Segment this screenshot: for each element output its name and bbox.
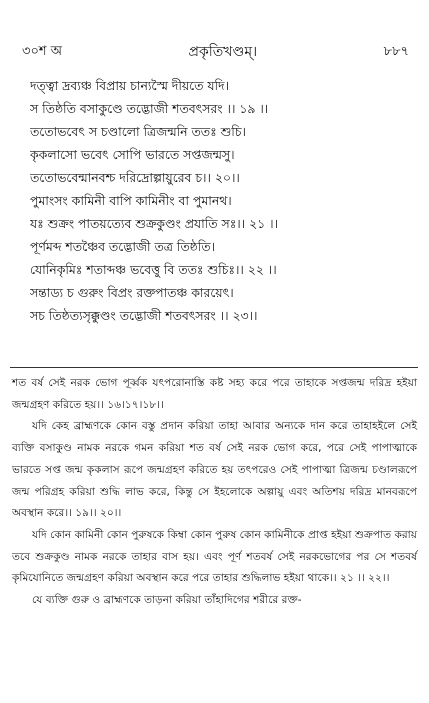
sanskrit-verses — [30, 74, 410, 327]
verse-line: যঃ শুক্রং পাতয়ত্যেব শুক্রকুণ্ডং প্রযাতি সঃ।। ২১ ।। — [30, 216, 279, 231]
verse-line: পুমাংসং কামিনী বাপি কামিনীং বা পুমানথ। — [30, 193, 232, 208]
verse-line: পূর্ণমব্দ শতঞ্চৈব তদ্ভোজী তত্র তিষ্ঠতি। — [30, 239, 216, 254]
verse-line: যোনিকৃমিঃ শতাব্দঞ্চ ভবেত্তু বি ততঃ শুচিঃ।। ২২ ।। — [30, 262, 277, 277]
verse-line: ততোভবেৎ স চণ্ডালো ত্রিজন্মনি ততঃ শুচি। — [30, 124, 246, 139]
running-title: প্রকৃতিখণ্ডম্। — [188, 44, 258, 60]
page-header — [22, 40, 409, 64]
verse-line: স তিষ্ঠতি বসাকুণ্ডে তদ্ভোজী শতবৎসরং ।। ১৯ ।। — [30, 101, 269, 116]
commentary-paragraph: যে ব্যক্তি গুরু ও ব্রাহ্মণকে তাড়না করিয়া তাঁহাদিগের শরীরে রক্ত- — [32, 594, 302, 607]
verse-line: সন্তাড্য চ গুরুং বিপ্রং রক্তপাতঞ্চ কারয়েৎ। — [30, 285, 234, 300]
verse-line: কৃকলাসো ভবেৎ সোপি ভারতে সপ্তজন্মসু। — [30, 147, 235, 162]
verse-line: সচ তিষ্ঠত্যসৃক্কুণ্ডং তদ্ভোজী শতবৎসরং ।। ২৩।। — [30, 308, 258, 323]
verse-line: দত্ত্বা দ্রব্যঞ্চ বিপ্রায় চান্যস্মৈ দীয়তে যদি। — [30, 78, 229, 93]
chapter-label: ৩০শ অ — [22, 43, 62, 59]
bengali-commentary — [12, 373, 417, 612]
page-number: ৮৮৭ — [383, 43, 409, 59]
commentary-paragraph: শত বর্ষ সেই নরক ভোগ পূর্ব্বক যৎপরোনাস্তি কষ্ট সহ্য করে পরে তাহাকে সপ্তজন্ম দরিদ্র হইয়া জন্মগ্রহণ করিতে হয়।। ১৬।১৭।১৮।। — [12, 377, 417, 411]
commentary-paragraph: যদি কেহ ব্রাহ্মণকে কোন বস্তু প্রদান করিয়া তাহা আবার অন্যকে দান করে তাহাহইলে সেই ব্যক্তি বসাকুণ্ড নামক নরকে গমন করিয়া শত বর্ষ সেই নরক ভোগ করে, পরে সেই পাপাত্মাকে ভারতে সপ্ত জন্ম কৃকলাস রূপে জন্মগ্রহণ করিতে হয় তৎপরেও সেই পাপাত্মা ত্রিজন্ম চণ্ডালরূপে জন্ম পরিগ্রহ করিয়া শুদ্ধি লাভ করে, কিন্তু সে ইহলোকে অল্পায়ু এবং অতিশয় দরিদ্র মানবরূপে অবস্থান করে।। ১৯।। ২০।। — [12, 420, 417, 520]
section-divider — [10, 367, 418, 368]
commentary-paragraph: যদি কোন কামিনী কোন পুরুষকে কিম্বা কোন পুরুষ কোন কামিনীকে প্রাপ্ত হইয়া শুক্রপাত করায় তবে শুক্রকুণ্ড নামক নরকে তাহার বাস হয়। এবং পূর্ণ শতবর্ষ সেই নরকভোগের পর সে শতবর্ষ কৃমিযোনিতে জন্মগ্রহণ করিয়া অবস্থান করে পরে তাহার শুদ্ধিলাভ হইয়া থাকে।। ২১ ।। ২২।। — [12, 528, 417, 585]
verse-line: ততোভবেন্মানবশ্চ দরিদ্রোল্পায়ুরেব চ।। ২০।। — [30, 170, 240, 185]
